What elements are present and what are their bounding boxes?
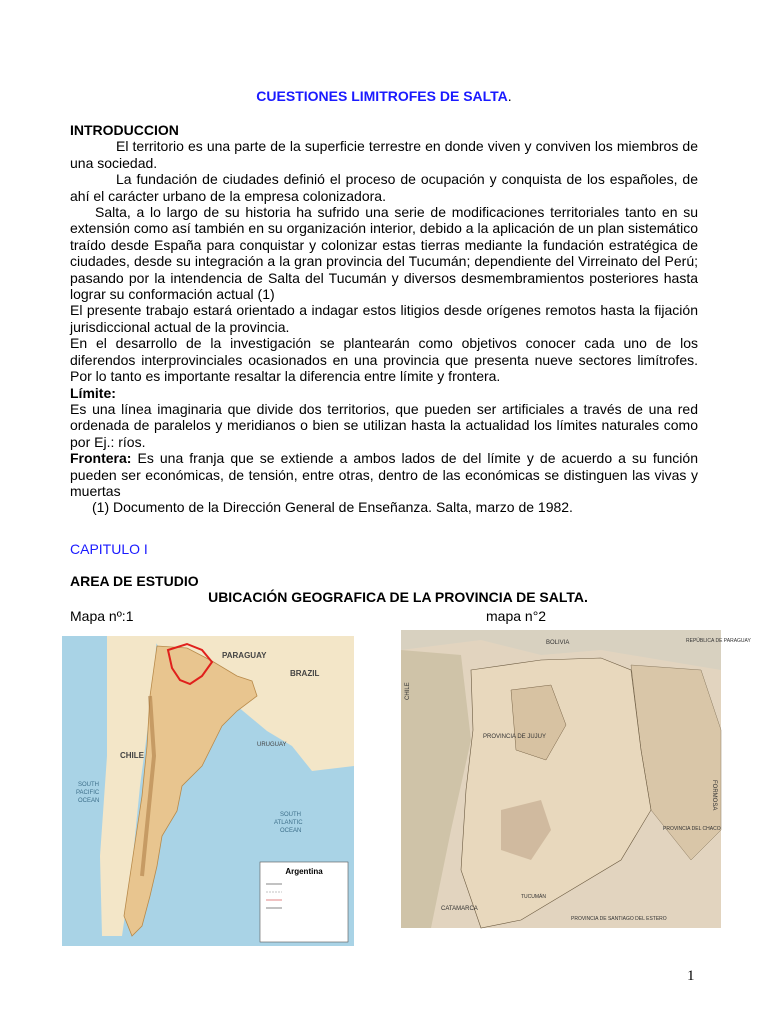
label-atlantic-2: ATLANTIC [274,820,303,826]
label-tucuman: TUCUMÁN [521,894,546,900]
paragraph-5: En el desarrollo de la investigación se plantearán como objetivos conocer cada uno de los diferendos interprovinciales ocasionados en una provincia que presenta nueve sectores limítrofes. Por lo tanto es importante resaltar la diferencia entre límite y frontera. [70,335,698,385]
label-pacific-2: PACIFIC [76,790,100,796]
document-title [0,88,768,104]
label-paraguay: PARAGUAY [222,651,267,660]
label-chaco: PROVINCIA DEL CHACO [663,826,721,832]
page-number: 1 [687,968,695,984]
label-pacific-1: SOUTH [78,782,99,788]
title-text: CUESTIONES LIMITROFES DE SALTA [256,88,508,104]
paragraph-4: El presente trabajo estará orientado a indagar estos litigios desde orígenes remotos hasta la fijación jurisdiccional actual de la provincia. [70,302,698,335]
ubicacion-heading: UBICACIÓN GEOGRAFICA DE LA PROVINCIA DE SALTA. [208,589,588,605]
label-uruguay: URUGUAY [257,742,287,748]
paragraph-3: Salta, a lo largo de su historia ha sufrido una serie de modificaciones territoriales tanto en su extensión como así también en su organización interior, debido a la aplicación de un plan sistemático traído desde España para conquistar y colonizar estas tierras mediante la fundación estratégica de ciudades, desde su integración a la gran provincia del Tucumán; dependiente del Virreinato del Perú; pasando por la intendencia de Salta del Tucumán y diversos desmembramientos posteriores hasta lograr su conformación actual (1) [70,204,698,303]
label-brazil: BRAZIL [290,669,320,678]
argentina-map [62,636,354,946]
paragraph-2: La fundación de ciudades definió el proceso de ocupación y conquista de los españoles, de ahí el carácter urbano de la empresa colonizadora. [70,171,698,204]
salta-map [401,630,751,928]
paragraph-1: El territorio es una parte de la superficie terrestre en donde viven y conviven los miembros de una sociedad. [70,138,698,171]
label-formosa: FORMOSA [711,780,717,811]
label-atlantic-1: SOUTH [280,812,301,818]
footnote: (1) Documento de la Dirección General de Enseñanza. Salta, marzo de 1982. [92,499,573,516]
map1-caption: Mapa nº:1 [70,608,134,624]
label-paraguay: REPÚBLICA DE PARAGUAY [686,638,751,644]
legend-title: Argentina [285,867,323,876]
chapter-heading: CAPITULO I [70,541,148,557]
body-text [70,122,698,516]
intro-heading: INTRODUCCION [70,122,179,138]
title-dot: . [507,88,512,104]
label-atlantic-3: OCEAN [280,828,302,834]
frontera-heading: Frontera: [70,450,132,467]
frontera-text: Es una franja que se extiende a ambos lados de del límite y de acuerdo a su función pueden ser económicas, de tensión, entre otras, dentro de las económicas se distinguen las vivas y muertas [70,450,698,499]
label-chile: CHILE [120,751,144,760]
limite-heading: Límite: [70,384,116,401]
label-chile: CHILE [405,682,411,700]
label-pacific-3: OCEAN [78,798,100,804]
frontera-paragraph [70,450,698,499]
map2-caption: mapa n°2 [486,608,547,624]
label-bolivia: BOLIVIA [546,640,570,646]
label-santiago: PROVINCIA DE SANTIAGO DEL ESTERO [571,916,667,922]
area-heading: AREA DE ESTUDIO [70,573,199,589]
label-jujuy: PROVINCIA DE JUJUY [483,734,547,740]
label-catamarca: CATAMARCA [441,906,478,912]
limite-text: Es una línea imaginaria que divide dos territorios, que pueden ser artificiales a través de una red ordenada de paralelos y meridianos o bien se utilizan hasta la actualidad los límites naturales como por Ej.: ríos. [70,400,698,450]
